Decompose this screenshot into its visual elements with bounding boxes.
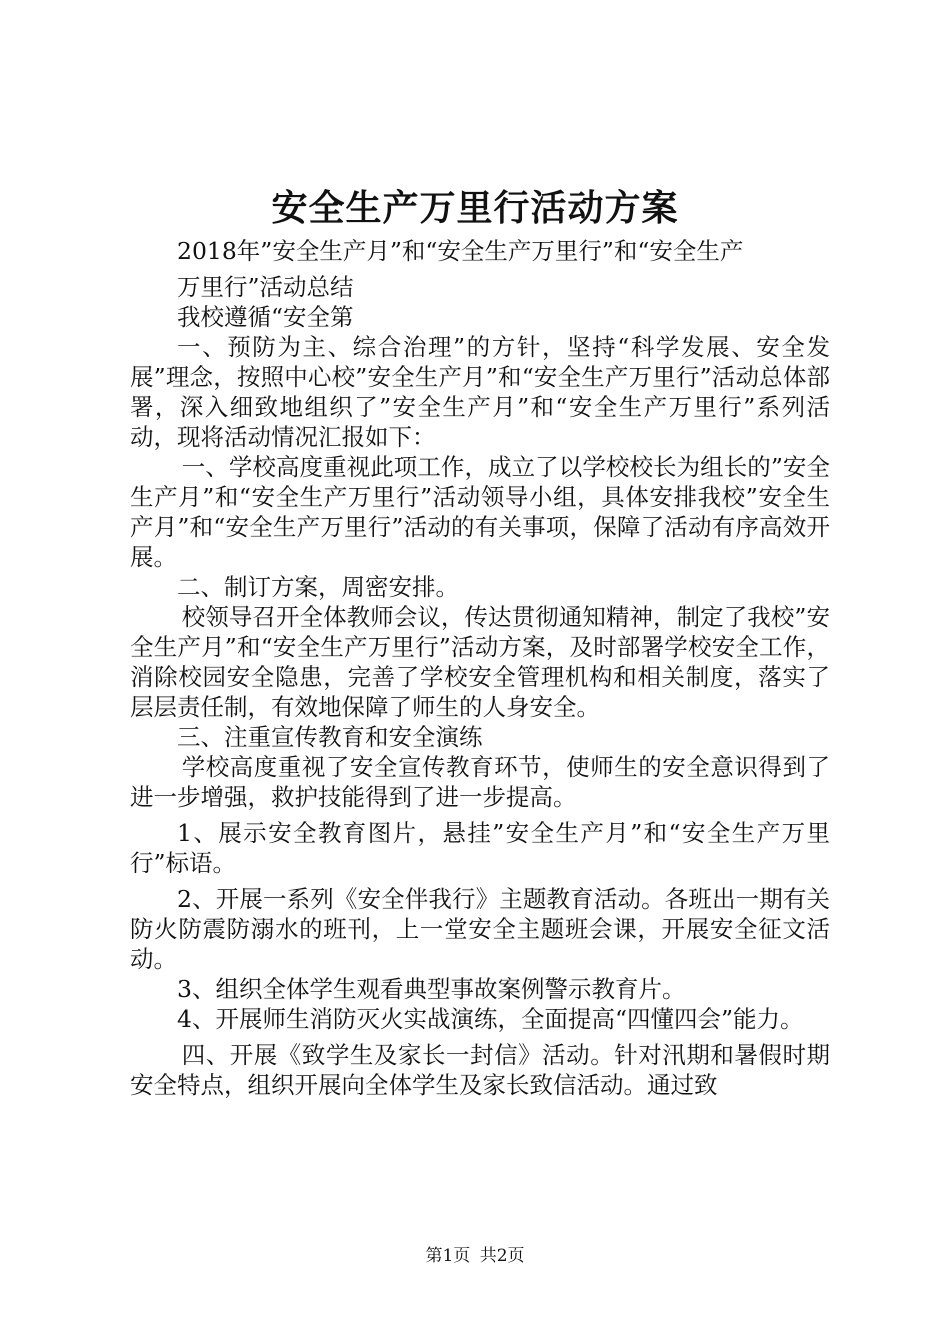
paragraph-10: 1、展示安全教育图片，悬挂”安全生产月”和“安全生产万里行”标语。: [130, 819, 830, 877]
page-total: 共2页: [479, 1246, 525, 1266]
page-footer: [0, 1244, 950, 1268]
paragraph-7: 校领导召开全体教师会议，传达贯彻通知精神，制定了我校”安全生产月”和“安全生产万里行”活动方案，及时部署学校安全工作，消除校园安全隐患，完善了学校安全管理机构和相关制度，落实了层层责任制，有效地保障了师生的人身安全。: [130, 603, 830, 721]
paragraph-2: 万里行”活动总结: [177, 273, 354, 301]
paragraph-11: 2、开展一系列《安全伴我行》主题教育活动。各班出一期有关防火防震防溺水的班刊，上一堂安全主题班会课，开展安全征文活动。: [130, 885, 830, 973]
page-number: 第1页: [425, 1246, 471, 1266]
paragraph-3: 我校遵循“安全第: [177, 303, 354, 331]
document-body: [130, 236, 830, 1100]
paragraph-1: 2018年”安全生产月”和“安全生产万里行”和“安全生产: [177, 237, 744, 265]
paragraph-6: 二、制订方案，周密安排。: [177, 573, 459, 601]
paragraph-14: 四、开展《致学生及家长一封信》活动。针对汛期和暑假时期安全特点，组织开展向全体学生及家长致信活动。通过致: [130, 1041, 830, 1099]
paragraph-5: 一、学校高度重视此项工作，成立了以学校校长为组长的”安全生产月”和“安全生产万里行”活动领导小组，具体安排我校”安全生产月”和“安全生产万里行”活动的有关事项，保障了活动有序高效开展。: [130, 453, 830, 571]
paragraph-9: 学校高度重视了安全宣传教育环节，使师生的安全意识得到了进一步增强，救护技能得到了进一步提高。: [130, 753, 830, 811]
document-title: 安全生产万里行活动方案: [271, 187, 679, 229]
paragraph-13: 4、开展师生消防灭火实战演练，全面提高“四懂四会”能力。: [177, 1005, 804, 1033]
paragraph-8: 三、注重宣传教育和安全演练: [177, 723, 483, 751]
paragraph-12: 3、组织全体学生观看典型事故案例警示教育片。: [177, 975, 686, 1003]
paragraph-4: 一、预防为主、综合治理”的方针，坚持“科学发展、安全发展”理念，按照中心校”安全生产月”和“安全生产万里行”活动总体部署，深入细致地组织了”安全生产月”和“安全生产万里行”系列活动，现将活动情况汇报如下：: [130, 333, 830, 451]
